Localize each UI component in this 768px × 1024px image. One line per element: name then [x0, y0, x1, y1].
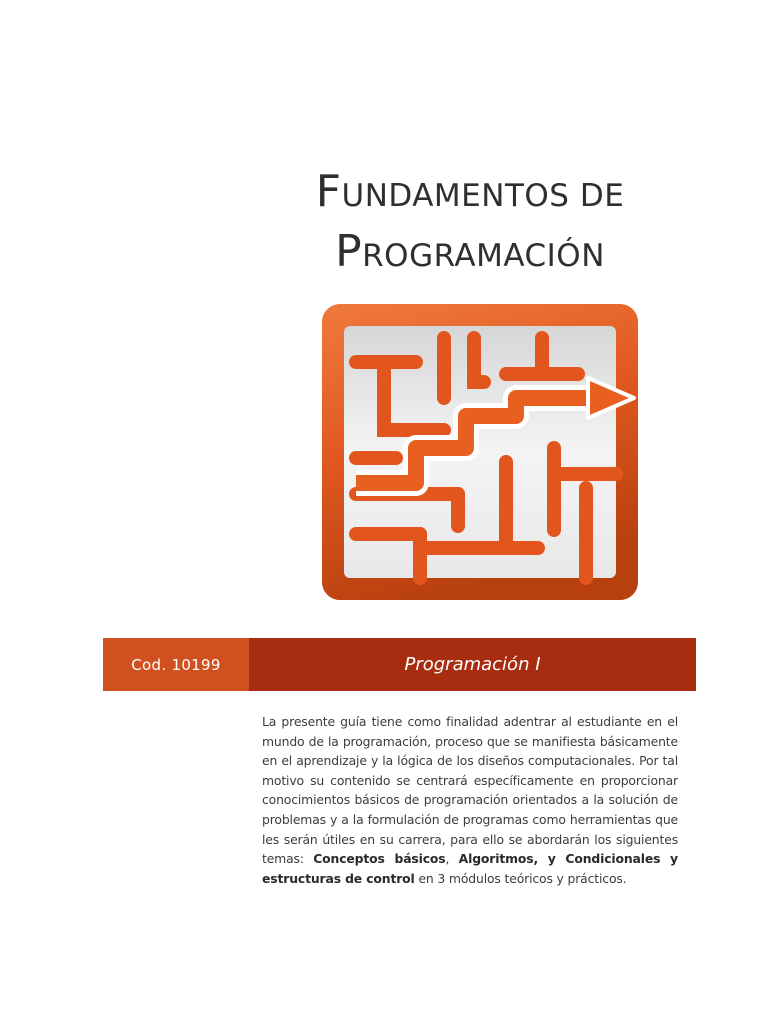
course-code: Cod. 10199 — [103, 638, 249, 691]
course-description: La presente guía tiene como finalidad adentrar al estudiante en el mundo de la programación, proceso que se manifiesta básicamente en el aprendizaje y la lógica de los diseños computacionales. Por tal motivo su contenido se centrará específicamente en proporcionar conocimientos básicos de programación orientados a la solución de problemas y a la formulación de programas como herramientas que les serán útiles en su carrera, para ello se abordarán los siguientes temas: Conceptos básicos, Algoritmos, y Condicionales y estructuras de control en 3 módulos teóricos y prácticos. — [262, 714, 678, 886]
course-banner — [103, 638, 696, 691]
maze-arrow-icon — [316, 298, 644, 606]
course-name: Programación I — [249, 638, 696, 691]
topic-basic-concepts: Conceptos básicos — [313, 851, 446, 867]
title-line-1: FUNDAMENTOS DE — [315, 166, 625, 217]
title-line-2: PROGRAMACIÓN — [335, 226, 605, 277]
page-title — [250, 162, 690, 282]
topic-algorithms-control: Algoritmos, y Condicionales y estructuras de control — [262, 851, 678, 886]
